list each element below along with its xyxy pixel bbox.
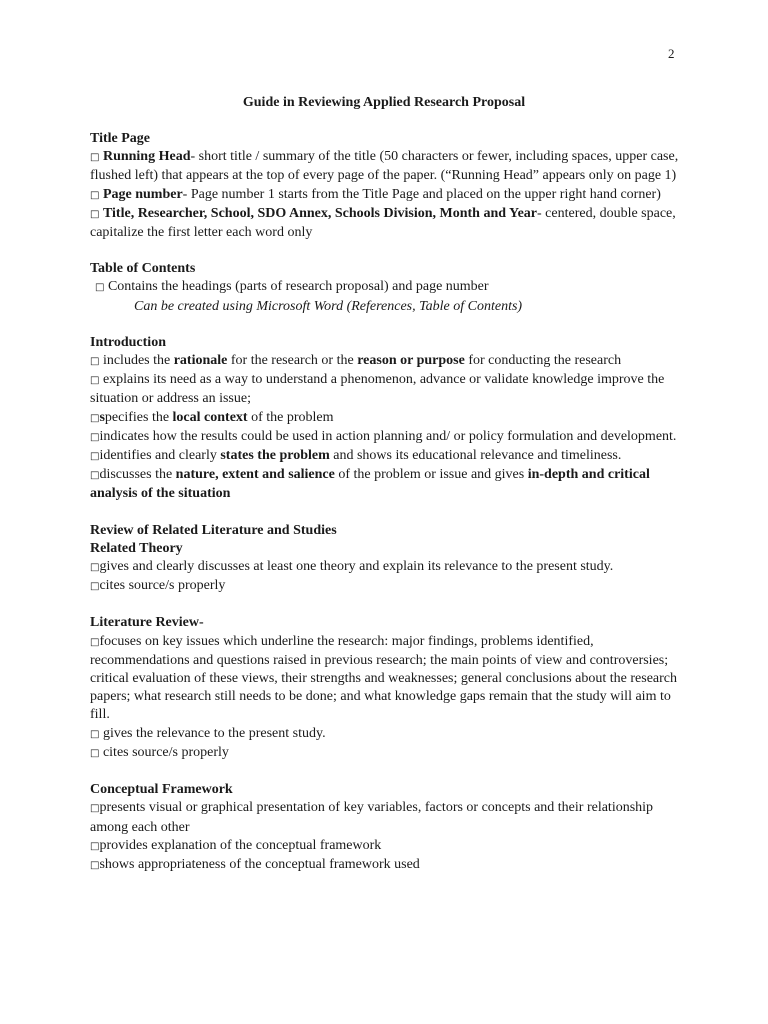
list-item: [90, 409, 690, 428]
section-related-literature: [90, 522, 690, 597]
item-text: discusses the: [99, 467, 176, 483]
list-item: [90, 633, 690, 725]
item-text: of the problem or issue and gives: [334, 467, 528, 483]
list-item: [90, 799, 690, 836]
item-text: gives the relevance to the present study.: [99, 725, 326, 741]
section-heading: Review of Related Literature and Studies: [90, 522, 337, 538]
checkbox-icon: □: [90, 189, 100, 201]
checkbox-icon: □: [90, 803, 100, 815]
section-subheading: Related Theory: [90, 540, 183, 556]
checkbox-icon: □: [90, 152, 100, 164]
list-item: [90, 725, 690, 744]
section-title-page: [90, 130, 690, 242]
checkbox-icon: □: [90, 356, 100, 368]
section-heading: Introduction: [90, 334, 166, 350]
checkbox-icon: □: [90, 208, 100, 220]
item-text: pecifies the: [104, 409, 173, 425]
list-item: [90, 466, 690, 503]
checkbox-icon: □: [90, 470, 100, 482]
item-text: for the research or the: [227, 353, 358, 369]
list-item: [90, 744, 690, 763]
page-number: 2: [668, 46, 675, 61]
item-bold: states the problem: [220, 448, 330, 464]
item-text: and shows its educational relevance and timeliness.: [329, 448, 622, 464]
item-bold: Page number: [102, 186, 183, 202]
checkbox-icon: □: [90, 747, 100, 759]
item-bold: Title, Researcher, School, SDO Annex, Schools Division, Month and Year: [102, 205, 537, 221]
toc-note: Can be created using Microsoft Word (References, Table of Contents): [134, 298, 523, 314]
checkbox-icon: □: [90, 636, 100, 648]
checkbox-icon: □: [90, 728, 100, 740]
checkbox-icon: □: [95, 282, 105, 294]
item-bold: rationale: [173, 353, 228, 369]
list-item: [90, 428, 690, 447]
checkbox-icon: □: [90, 375, 100, 387]
item-text: presents visual or graphical presentation of key variables, factors or concepts and their relationship among each other: [90, 800, 654, 835]
section-heading: Title Page: [90, 131, 151, 146]
item-text: of the problem: [247, 409, 334, 425]
item-text: - centered, double space, capitalize the first letter each word only: [90, 205, 676, 241]
checkbox-icon: □: [90, 431, 100, 443]
section-heading: Conceptual Framework: [90, 782, 233, 798]
item-text: provides explanation of the conceptual framework: [99, 837, 382, 853]
section-introduction: [90, 334, 690, 504]
item-bold: reason or purpose: [357, 353, 465, 369]
item-bold: in-depth and critical analysis of the situation: [90, 467, 650, 502]
item-text: identifies and clearly: [99, 448, 221, 464]
item-text: includes the: [99, 353, 174, 369]
item-bold: local context: [172, 409, 248, 425]
section-heading: Literature Review-: [90, 615, 204, 631]
item-text: cites source/s properly: [99, 578, 226, 594]
item-text: Contains the headings (parts of research proposal) and page number: [107, 279, 489, 295]
section-toc: [90, 260, 690, 316]
list-item: [90, 186, 690, 205]
checkbox-icon: □: [90, 581, 100, 593]
item-text: cites source/s properly: [99, 744, 229, 760]
document-title: Guide in Reviewing Applied Research Proposal: [242, 95, 526, 110]
item-bold: s: [99, 409, 105, 425]
item-text: gives and clearly discusses at least one theory and explain its relevance to the present study.: [99, 559, 614, 575]
section-conceptual-framework: [90, 781, 690, 875]
checkbox-icon: □: [90, 412, 100, 424]
list-item: [90, 837, 690, 856]
list-item: [90, 205, 690, 242]
list-item: [90, 352, 690, 371]
list-item: [90, 148, 690, 185]
item-text: indicates how the results could be used in action planning and/ or policy formulation and development.: [99, 428, 677, 444]
item-text: - Page number 1 starts from the Title Page and placed on the upper right hand corner): [182, 186, 661, 202]
item-text: shows appropriateness of the conceptual framework used: [99, 856, 420, 872]
section-heading: Table of Contents: [90, 261, 196, 277]
item-text: explains its need as a way to understand a phenomenon, advance or validate knowledge improve the situation or address an issue;: [90, 372, 665, 407]
item-bold: Running Head: [102, 149, 191, 165]
list-item: [90, 371, 690, 408]
item-text: focuses on key issues which underline the research: major findings, problems identified, recommendations and questions raised in previous research; the main points of view and controversies; critical evaluation of these views, their strengths and weaknesses; general conclusions about the research papers; what research still needs to be done; and what knowledge gaps remain that the study will aim to fill.: [90, 633, 678, 723]
document-body: [90, 130, 690, 875]
list-item: [90, 558, 690, 577]
item-bold: nature, extent and salience: [175, 467, 335, 483]
list-item: [90, 856, 690, 875]
list-item: [90, 577, 690, 596]
checkbox-icon: □: [90, 562, 100, 574]
checkbox-icon: □: [90, 451, 100, 463]
list-item: [90, 447, 690, 466]
section-literature-review: [90, 614, 690, 763]
checkbox-icon: □: [90, 859, 100, 871]
item-text: - short title / summary of the title (50 characters or fewer, including spaces, upper case, flushed left) that appears at the top of every page of the paper. (“Running Head” appears only on page 1): [90, 149, 679, 184]
item-text: for conducting the research: [464, 353, 622, 369]
list-item: [95, 278, 690, 297]
checkbox-icon: □: [90, 840, 100, 852]
